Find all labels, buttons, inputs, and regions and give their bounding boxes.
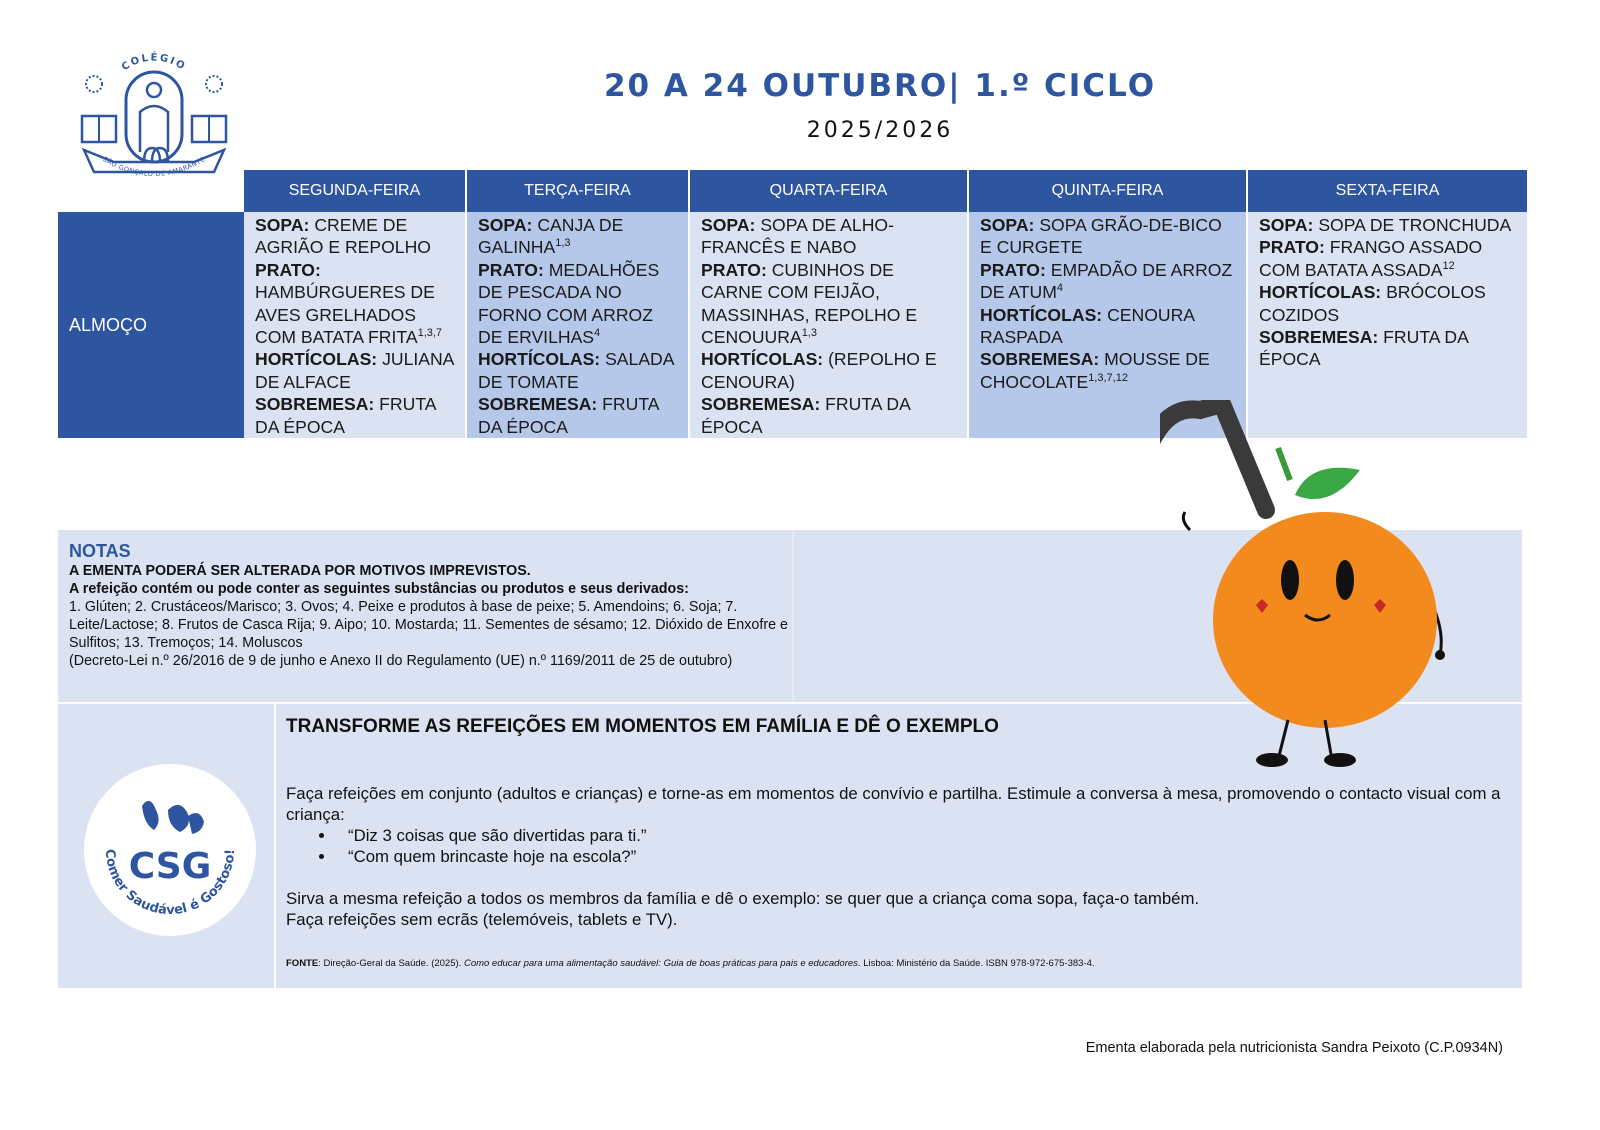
tips-paragraph-1: Faça refeições em conjunto (adultos e crianças) e torne-as em momentos de convívio e partilha. Estimule a conversa à mesa, promovendo o contacto visual com a criança: <box>286 784 1501 824</box>
logo-top-text: COLÉGIO <box>119 52 188 74</box>
csg-slogan: Comer Saudável é Gostoso! <box>101 848 239 919</box>
vegetables-text: JULIANA DE ALFACE <box>255 349 454 392</box>
soup-text: CREME DE AGRIÃO E REPOLHO <box>255 215 431 258</box>
soup-label: SOPA: <box>478 215 533 235</box>
vegetables-label: HORTÍCOLAS: <box>980 304 1103 325</box>
vegetables-text: CENOURA RASPADA <box>980 304 1195 348</box>
page-title: 20 A 24 OUTUBRO| 1.º CICLO <box>603 68 1157 104</box>
day-header-tuesday: TERÇA-FEIRA <box>467 170 690 212</box>
day-header-friday: SEXTA-FEIRA <box>1248 170 1527 212</box>
dessert-label: SOBREMESA: <box>701 394 821 415</box>
main-label: PRATO: <box>478 259 544 280</box>
main-text: CUBINHOS DE CARNE COM FEIJÃO, MASSINHAS, REPOLHO E CENOUURA <box>701 259 918 348</box>
menu-cell-wednesday <box>690 212 969 438</box>
vegetables-text: (REPOLHO E CENOURA) <box>701 349 937 392</box>
allergen-sup: 1,3 <box>555 237 571 250</box>
tips-title: TRANSFORME AS REFEIÇÕES EM MOMENTOS EM FAMÍLIA E DÊ O EXEMPLO <box>286 716 999 737</box>
vegetables-text: BRÓCOLOS COZIDOS <box>1259 282 1486 325</box>
soup-text: SOPA DE ALHO-FRANCÊS E NABO <box>701 215 894 258</box>
svg-text:COLÉGIO <box>120 50 188 73</box>
dessert-text: MOUSSE DE CHOCOLATE <box>980 349 1210 392</box>
csg-logo <box>84 764 256 936</box>
main-label: PRATO: <box>980 259 1046 280</box>
tips-bullet: • “Diz 3 coisas que são divertidas para ti.” <box>336 825 1506 846</box>
school-year: 2025/2026 <box>806 118 954 143</box>
main-text: HAMBÚRGUERES DE AVES GRELHADOS COM BATATA FRITA <box>255 282 435 348</box>
orange-mascot-illustration <box>1160 400 1490 780</box>
soup-label: SOPA: <box>1259 215 1314 235</box>
soup-text: SOPA DE TRONCHUDA <box>1318 215 1512 235</box>
main-text: FRANGO ASSADO COM BATATA ASSADA <box>1259 237 1483 280</box>
dessert-text: FRUTA DA ÉPOCA <box>478 394 659 437</box>
day-header-wednesday: QUARTA-FEIRA <box>690 170 969 212</box>
source-label: FONTE <box>286 958 319 969</box>
source-title: Como educar para uma alimentação saudável: Guia de boas práticas para pais e educadores <box>463 958 858 969</box>
notes-allergen-intro: A refeição contém ou pode conter as seguintes substâncias ou produtos e seus derivados: <box>69 581 689 597</box>
notes-legal: (Decreto-Lei n.º 26/2016 de 9 de junho e Anexo II do Regulamento (UE) n.º 1169/2011 de 25 de outubro) <box>69 653 733 669</box>
csg-text: CSG <box>128 846 212 887</box>
soup-text: CANJA DE GALINHA <box>478 215 624 258</box>
dessert-text: FRUTA DA ÉPOCA <box>701 394 910 437</box>
notes-title: NOTAS <box>69 541 131 561</box>
left-arm <box>1183 512 1190 530</box>
dessert-label: SOBREMESA: <box>478 394 598 415</box>
soup-label: SOPA: <box>980 215 1035 235</box>
allergen-sup: 12 <box>1442 259 1455 272</box>
notes-divider <box>792 530 794 702</box>
allergen-sup: 4 <box>1056 282 1064 295</box>
tips-source <box>286 953 1506 974</box>
allergen-sup: 4 <box>594 327 601 340</box>
day-header-row <box>244 170 1527 212</box>
left-shoe <box>1256 753 1288 767</box>
right-eye <box>1336 560 1354 600</box>
day-header-monday: SEGUNDA-FEIRA <box>244 170 467 212</box>
main-text: EMPADÃO DE ARROZ DE ATUM <box>980 259 1233 303</box>
vegetables-text: SALADA DE TOMATE <box>478 349 674 392</box>
allergen-sup: 1,3 <box>801 327 817 340</box>
main-label: PRATO: <box>1259 237 1325 258</box>
tips-bullets <box>286 825 1506 867</box>
allergen-sup: 1,3,7 <box>417 327 443 340</box>
soup-label: SOPA: <box>701 215 756 235</box>
right-shoe <box>1324 753 1356 767</box>
tips-logo-area <box>58 704 276 988</box>
soup-label: SOPA: <box>255 215 310 235</box>
vegetables-label: HORTÍCOLAS: <box>1259 282 1382 303</box>
vegetables-label: HORTÍCOLAS: <box>701 349 824 370</box>
tips-paragraph-2: Sirva a mesma refeição a todos os membros da família e dê o exemplo: se quer que a criança coma sopa, faça-o também. <box>286 889 1200 908</box>
orange-body <box>1213 512 1437 728</box>
dessert-label: SOBREMESA: <box>980 349 1100 370</box>
dessert-label: SOBREMESA: <box>1259 327 1379 348</box>
main-label: PRATO: <box>255 259 321 280</box>
menu-cell-tuesday <box>467 212 690 438</box>
main-label: PRATO: <box>701 259 767 280</box>
svg-text:SÃO GONÇALO DE AMARANTE <box>101 155 206 178</box>
day-header-thursday: QUINTA-FEIRA <box>969 170 1248 212</box>
school-logo <box>74 42 234 202</box>
left-eye <box>1281 560 1299 600</box>
vegetables-label: HORTÍCOLAS: <box>255 349 378 370</box>
allergen-sup: 1,3,7,12 <box>1088 371 1128 384</box>
tips-paragraph-3: Faça refeições sem ecrãs (telemóveis, tablets e TV). <box>286 910 678 929</box>
menu-cell-monday <box>244 212 467 438</box>
source-part-b: . Lisboa: Ministério da Saúde. ISBN 978-972-675-383-4. <box>857 958 1095 969</box>
footer-credit: Ementa elaborada pela nutricionista Sandra Peixoto (C.P.0934N) <box>1085 1040 1503 1056</box>
notes-warning: A EMENTA PODERÁ SER ALTERADA POR MOTIVOS IMPREVISTOS. <box>69 563 531 579</box>
dessert-text: FRUTA DA ÉPOCA <box>255 394 436 437</box>
dessert-text: FRUTA DA ÉPOCA <box>1259 327 1468 370</box>
vegetables-label: HORTÍCOLAS: <box>478 349 601 370</box>
source-part-a: : Direção-Geral da Saúde. (2025). <box>318 958 464 969</box>
dessert-label: SOBREMESA: <box>255 394 375 415</box>
notes-text <box>69 540 789 670</box>
leaf-icon <box>1295 468 1360 499</box>
soup-text: SOPA GRÃO-DE-BICO E CURGETE <box>980 215 1222 258</box>
meal-label: ALMOÇO <box>58 212 244 438</box>
notes-allergen-list: 1. Glúten; 2. Crustáceos/Marisco; 3. Ovos; 4. Peixe e produtos à base de peixe; 5. Amendoins; 6. Soja; 7. Leite/Lactose; 8. Frutos de Casca Rija; 9. Aipo; 10. Mostarda; 11. Sementes de sésamo; 12. Dióxido de Enxofre e Sulfitos; 13. Tremoços; 14. Moluscos <box>69 599 788 651</box>
main-text: MEDALHÕES DE PESCADA NO FORNO COM ARROZ DE ERVILHAS <box>478 259 660 348</box>
straw-icon <box>1160 404 1266 510</box>
tips-bullet: • “Com quem brincaste hoje na escola?” <box>336 846 1506 867</box>
logo-bottom-text: SÃO GONÇALO DE AMARANTE <box>101 155 207 179</box>
